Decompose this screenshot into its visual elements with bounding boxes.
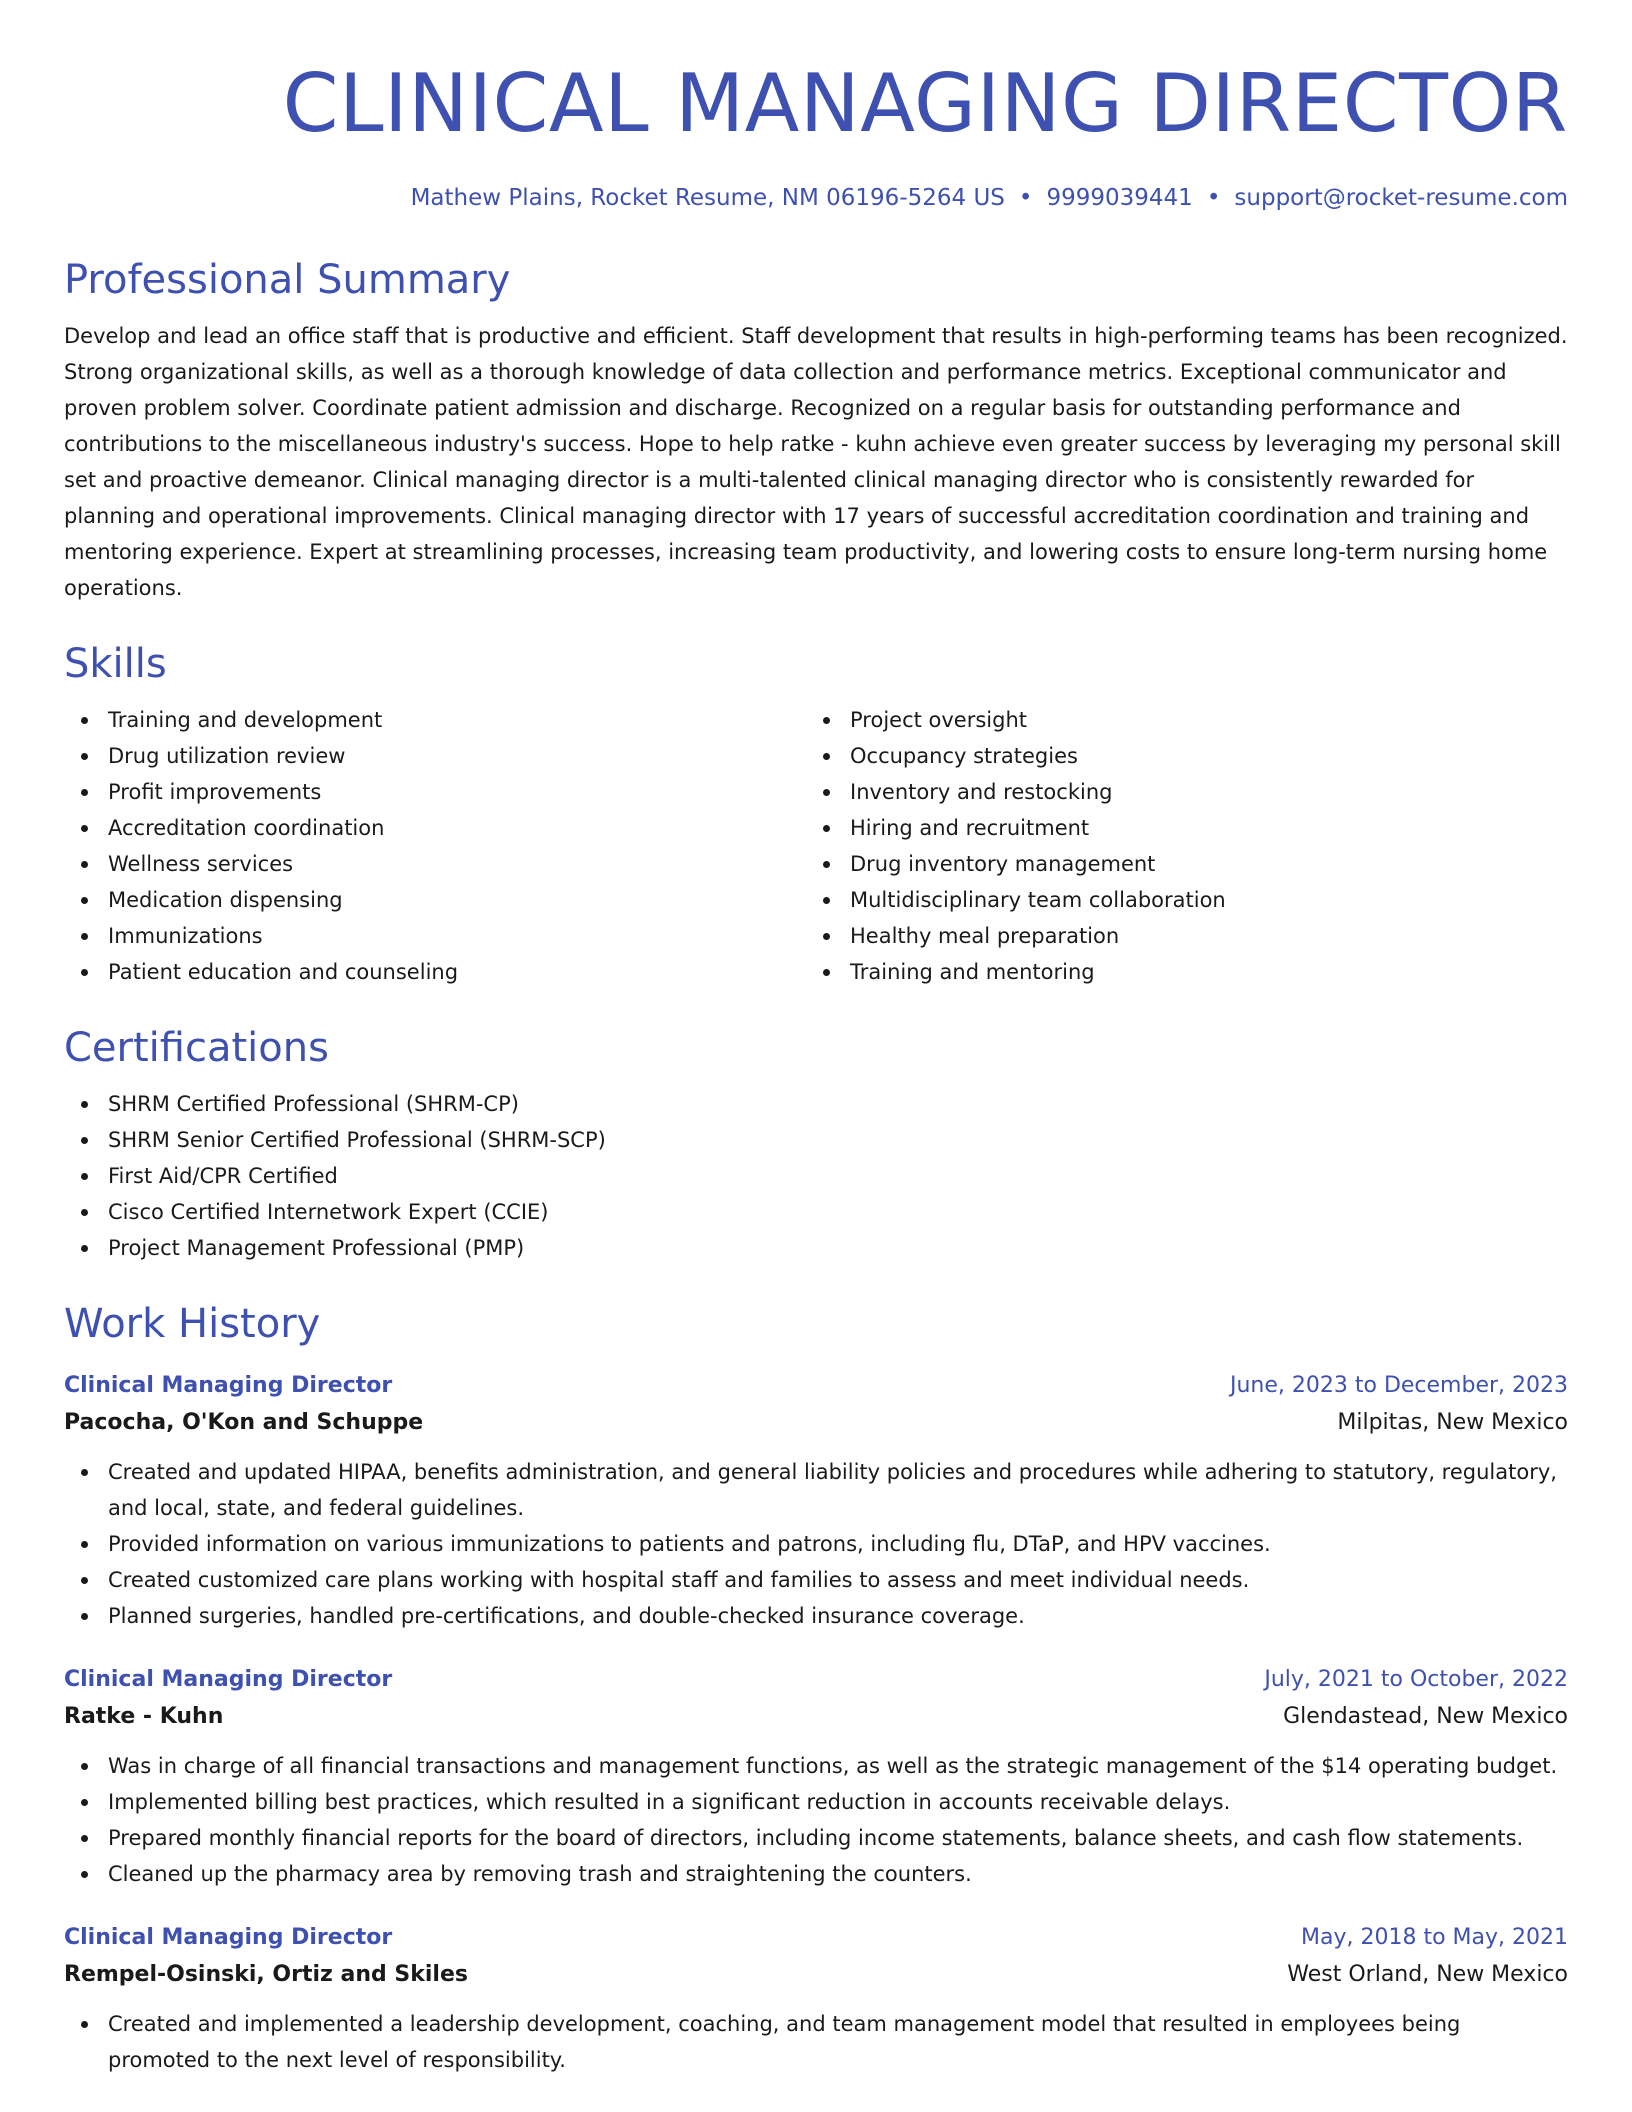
- job-duty-item: Cleaned up the pharmacy area by removing trash and straightening the counters.: [64, 1856, 1568, 1892]
- job-entry: [64, 1920, 1568, 2078]
- skill-item: Immunizations: [64, 918, 806, 954]
- skills-column-right: [806, 702, 1548, 990]
- skill-item: Patient education and counseling: [64, 954, 806, 990]
- summary-section: [64, 256, 1568, 606]
- job-company: Ratke - Kuhn: [64, 1704, 224, 1729]
- job-duties-list: [64, 1748, 1568, 1892]
- skill-item: Inventory and restocking: [806, 774, 1548, 810]
- job-duty-item: Created and updated HIPAA, benefits administration, and general liability policies and procedures while adhering to statutory, regulatory, and local, state, and federal guidelines.: [64, 1454, 1568, 1526]
- contact-email: support@rocket-resume.com: [1234, 185, 1568, 211]
- skills-grid: [64, 702, 1568, 990]
- skill-item: Occupancy strategies: [806, 738, 1548, 774]
- contact-line: [64, 182, 1568, 214]
- certifications-section: [64, 1024, 1568, 1266]
- job-duty-item: Created and implemented a leadership development, coaching, and team management model that resulted in employees being promoted to the next level of responsibility.: [64, 2006, 1568, 2078]
- job-duty-item: Created customized care plans working with hospital staff and families to assess and meet individual needs.: [64, 1562, 1568, 1598]
- skill-item: Hiring and recruitment: [806, 810, 1548, 846]
- skills-column-left: [64, 702, 806, 990]
- contact-separator: •: [1206, 185, 1221, 211]
- skill-item: Training and development: [64, 702, 806, 738]
- job-duty-item: Prepared monthly financial reports for the board of directors, including income statements, balance sheets, and cash flow statements.: [64, 1820, 1568, 1856]
- job-duty-item: Planned surgeries, handled pre-certifications, and double-checked insurance coverage.: [64, 1598, 1568, 1634]
- job-company-row: [64, 1698, 1568, 1736]
- summary-heading: Professional Summary: [64, 257, 511, 303]
- skills-heading: Skills: [64, 641, 167, 687]
- skill-item: Accreditation coordination: [64, 810, 806, 846]
- job-company-row: [64, 1404, 1568, 1442]
- skill-item: Healthy meal preparation: [806, 918, 1548, 954]
- job-duties-list: [64, 1454, 1568, 1634]
- job-location: Milpitas, New Mexico: [1337, 1410, 1568, 1435]
- skill-item: Medication dispensing: [64, 882, 806, 918]
- certification-item: SHRM Certified Professional (SHRM-CP): [64, 1086, 1568, 1122]
- certifications-heading: Certifications: [64, 1025, 329, 1071]
- job-title: Clinical Managing Director: [64, 1373, 393, 1398]
- job-entry: [64, 1662, 1568, 1892]
- job-title-row: [64, 1920, 1568, 1956]
- candidate-title: CLINICAL MANAGING DIRECTOR: [282, 57, 1568, 150]
- summary-text: Develop and lead an office staff that is productive and efficient. Staff development that results in high-performing teams has been recognized. Strong organizational skills, as well as a thorough knowledge of data collection and performance metrics. Exceptional communicator and proven problem solver. Coordinate patient admission and discharge. Recognized on a regular basis for outstanding performance and contributions to the miscellaneous industry's success. Hope to help ratke - kuhn achieve even greater success by leveraging my personal skill set and proactive demeanor. Clinical managing director is a multi-talented clinical managing director who is consistently rewarded for planning and operational improvements. Clinical managing director with 17 years of successful accreditation coordination and training and mentoring experience. Expert at streamlining processes, increasing team productivity, and lowering costs to ensure long-term nursing home operations.: [64, 324, 1568, 600]
- certification-item: First Aid/CPR Certified: [64, 1158, 1568, 1194]
- job-title-row: [64, 1368, 1568, 1404]
- job-title-row: [64, 1662, 1568, 1698]
- job-duty-item: Was in charge of all financial transactions and management functions, as well as the strategic management of the $14 operating budget.: [64, 1748, 1568, 1784]
- job-duties-list: [64, 2006, 1568, 2078]
- skill-item: Profit improvements: [64, 774, 806, 810]
- job-company: Rempel-Osinski, Ortiz and Skiles: [64, 1962, 468, 1987]
- certification-item: Cisco Certified Internetwork Expert (CCIE): [64, 1194, 1568, 1230]
- job-duty-item: Implemented billing best practices, which resulted in a significant reduction in accounts receivable delays.: [64, 1784, 1568, 1820]
- job-duty-item: Provided information on various immunizations to patients and patrons, including flu, DTaP, and HPV vaccines.: [64, 1526, 1568, 1562]
- contact-separator: •: [1018, 185, 1033, 211]
- resume-header: [64, 58, 1568, 214]
- work-history-section: [64, 1300, 1568, 2078]
- skill-item: Project oversight: [806, 702, 1548, 738]
- contact-address: Mathew Plains, Rocket Resume, NM 06196-5264 US: [410, 185, 1005, 211]
- job-company-row: [64, 1956, 1568, 1994]
- skill-item: Drug inventory management: [806, 846, 1548, 882]
- job-dates: July, 2021 to October, 2022: [1264, 1667, 1568, 1692]
- skill-item: Training and mentoring: [806, 954, 1548, 990]
- certification-item: SHRM Senior Certified Professional (SHRM-SCP): [64, 1122, 1568, 1158]
- job-dates: June, 2023 to December, 2023: [1229, 1373, 1568, 1398]
- skill-item: Wellness services: [64, 846, 806, 882]
- job-title: Clinical Managing Director: [64, 1667, 393, 1692]
- job-dates: May, 2018 to May, 2021: [1301, 1925, 1568, 1950]
- work-history-heading: Work History: [64, 1301, 321, 1347]
- skills-list-right: [806, 702, 1548, 990]
- certification-item: Project Management Professional (PMP): [64, 1230, 1568, 1266]
- job-company: Pacocha, O'Kon and Schuppe: [64, 1410, 424, 1435]
- job-entry: [64, 1368, 1568, 1634]
- skill-item: Multidisciplinary team collaboration: [806, 882, 1548, 918]
- job-location: Glendastead, New Mexico: [1283, 1704, 1568, 1729]
- skills-list-left: [64, 702, 806, 990]
- job-location: West Orland, New Mexico: [1287, 1962, 1568, 1987]
- contact-phone: 9999039441: [1046, 185, 1193, 211]
- job-title: Clinical Managing Director: [64, 1925, 393, 1950]
- skills-section: [64, 640, 1568, 990]
- skill-item: Drug utilization review: [64, 738, 806, 774]
- certifications-list: [64, 1086, 1568, 1266]
